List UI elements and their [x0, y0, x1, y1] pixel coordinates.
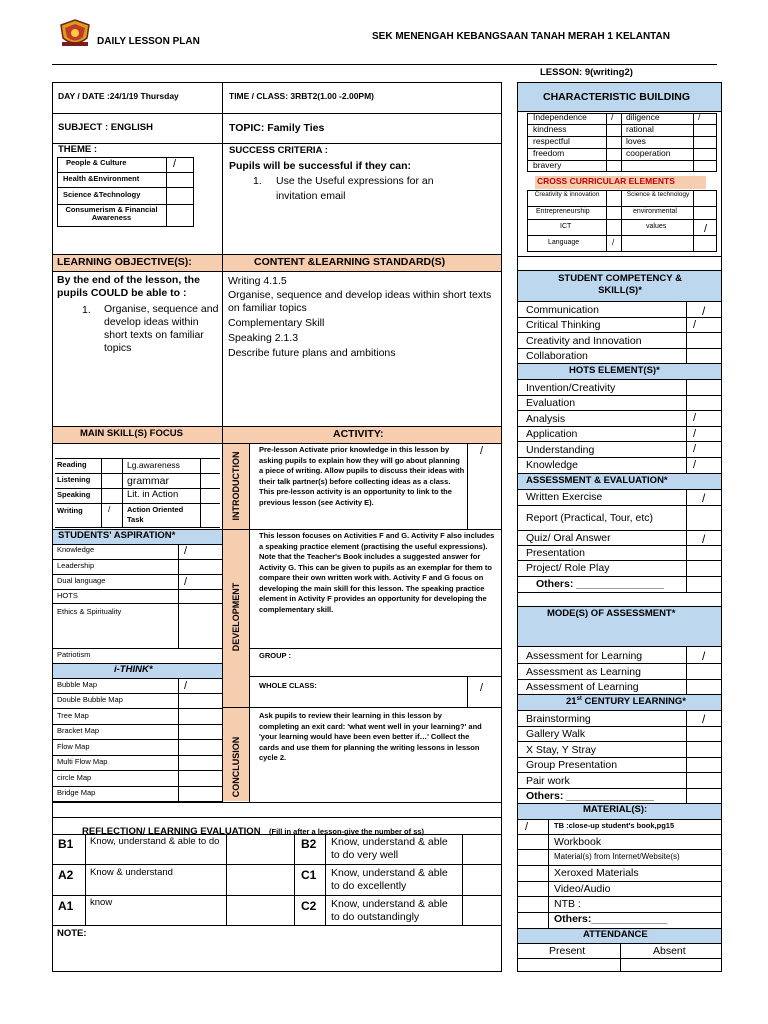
- competency-tick: /: [702, 304, 706, 318]
- century-item: Gallery Walk: [526, 728, 586, 740]
- cross-tick: /: [612, 238, 615, 247]
- reflection-desc: Know, understand & able to do: [90, 836, 220, 847]
- hots-tick: /: [693, 412, 697, 424]
- hots-tick: /: [693, 459, 697, 471]
- ithink-item: Multi Flow Map: [57, 757, 108, 766]
- assessment-item: Presentation: [526, 547, 585, 559]
- whole-class-tick: /: [480, 682, 484, 694]
- lesson-number: LESSON: 9(writing2): [540, 67, 633, 78]
- century-header-num: 21: [566, 696, 577, 708]
- theme-item: Consumerism & Financial Awareness: [65, 205, 158, 223]
- skill-label: Speaking: [57, 490, 91, 499]
- success-item: Use the Useful expressions for an invitation email: [276, 175, 434, 203]
- skill-focus: grammar: [127, 475, 170, 487]
- content-line: Writing 4.1.5: [228, 275, 287, 287]
- ithink-item: Bubble Map: [57, 680, 98, 689]
- skill-focus: Lg.awareness: [127, 460, 180, 470]
- char-item: respectful: [533, 136, 570, 146]
- introduction-tick: /: [480, 445, 484, 457]
- century-item: Group Presentation: [526, 759, 618, 771]
- skill-focus: Lit. in Action: [127, 489, 179, 500]
- skill-label: Writing: [57, 506, 83, 515]
- content-line: Speaking 2.1.3: [228, 332, 299, 344]
- aspiration-item: Patriotism: [57, 650, 91, 659]
- success-intro: Pupils will be successful if they can:: [229, 160, 412, 172]
- century-header-text: CENTURY LEARNING*: [581, 696, 686, 708]
- hots-item: Evaluation: [526, 397, 576, 409]
- modes-item: Assessment as Learning: [526, 666, 641, 678]
- objective-header: LEARNING OBJECTIVE(S):: [57, 256, 192, 268]
- ithink-item: Double Bubble Map: [57, 695, 123, 704]
- materials-item: Video/Audio: [554, 883, 611, 895]
- aspiration-item: Dual language: [57, 576, 106, 585]
- skill-tick: /: [108, 504, 111, 514]
- reflection-title: REFLECTION/ LEARNING EVALUATION: [82, 826, 261, 837]
- assessment-tick: /: [702, 532, 706, 546]
- theme-item: People & Culture: [66, 158, 127, 167]
- objective-num: 1.: [82, 304, 91, 316]
- activity-header: ACTIVITY:: [333, 428, 384, 440]
- skill-label: Reading: [57, 460, 87, 469]
- modes-item: Assessment of Learning: [526, 681, 639, 693]
- cross-tick: /: [704, 223, 708, 235]
- aspiration-item: Leadership: [57, 561, 95, 570]
- conclusion-label: CONCLUSION: [231, 736, 241, 798]
- conclusion-text: Ask pupils to review their learning in this lesson by completing an exit card: 'what went well in your learning?' and 'your learning would have been even better if…' Collect the cards and use them for planning the writing lessons in lesson cycle 2.: [259, 711, 482, 762]
- reflection-code: A1: [58, 899, 74, 913]
- development-text: This lesson focuses on Activities F and G. Activity F also includes a speaking practice element (practising the useful expressions). Note that the Teacher's Book includes a suggested answer for Activity G. This can be given to pupils as an exemplar for them to compare their own written work with. Activity F and G focus on developing the main skill for this lesson. The speaking practice element in Activity F provides an opportunity for developing the complementary skill.: [259, 531, 495, 614]
- assessment-item: Quiz/ Oral Answer: [526, 532, 611, 544]
- day-date: DAY / DATE :24/1/19 Thursday: [58, 91, 179, 101]
- aspiration-tick: /: [184, 576, 188, 588]
- reflection-desc: Know, understand & able to do very well: [331, 836, 448, 862]
- materials-item: NTB :: [554, 898, 581, 910]
- content-line: Describe future plans and ambitions: [228, 347, 396, 359]
- objective-item: Organise, sequence and develop ideas within short texts on familiar topics: [104, 303, 219, 355]
- school-logo: [58, 18, 92, 48]
- char-tick: /: [698, 112, 701, 122]
- century-item: Brainstorming: [526, 713, 591, 725]
- success-num: 1.: [253, 175, 262, 187]
- introduction-text: Pre-lesson Activate prior knowledge in this lesson by asking pupils to explain how they will go about planning a piece of writing. Allow pupils to discuss their ideas with their talk partner(s) before collecting ideas as a class. This pre-lesson activity is an opportunity to link to the previous lesson (see Activity E).: [259, 445, 465, 507]
- aspiration-header: STUDENTS' ASPIRATION*: [58, 530, 176, 541]
- attendance-present: Present: [549, 945, 586, 957]
- subject: SUBJECT : ENGLISH: [58, 122, 154, 133]
- materials-item: Workbook: [554, 836, 602, 848]
- char-item: cooperation: [626, 148, 671, 158]
- competency-header: STUDENT COMPETENCY & SKILL(S)*: [558, 273, 682, 296]
- cross-header: CROSS CURRICULAR ELEMENTS: [537, 176, 675, 186]
- aspiration-item: Knowledge: [57, 545, 95, 554]
- char-item: diligence: [626, 112, 660, 122]
- content-line: Complementary Skill: [228, 317, 325, 329]
- main-skill-header: MAIN SKILL(S) FOCUS: [80, 428, 183, 439]
- time-class: TIME / CLASS: 3RBT2(1.00 -2.00PM): [229, 91, 375, 101]
- materials-tick: /: [525, 821, 529, 833]
- century-item: X Stay, Y Stray: [526, 744, 597, 756]
- content-header: CONTENT &LEARNING STANDARD(S): [254, 256, 446, 268]
- materials-item: Others:_____________: [554, 913, 668, 925]
- hots-item: Analysis: [526, 413, 566, 425]
- attendance-absent: Absent: [653, 945, 686, 957]
- cross-item: Creativity & innovation: [534, 191, 600, 198]
- assessment-item: Project/ Role Play: [526, 562, 610, 574]
- ithink-tick: /: [184, 680, 188, 692]
- cross-item: Language: [548, 239, 580, 246]
- content-line: Organise, sequence and develop ideas within short texts on familiar topics: [228, 289, 492, 315]
- skill-label: Listening: [57, 475, 91, 484]
- success-label: SUCCESS CRITERIA :: [229, 145, 328, 156]
- ithink-item: circle Map: [57, 773, 92, 782]
- modes-tick: /: [702, 649, 706, 663]
- reflection-desc: Know, understand & able to do outstandingly: [331, 898, 448, 924]
- materials-item: TB :close-up student's book,pg15: [554, 821, 675, 830]
- cross-item: values: [646, 223, 667, 230]
- char-tick: /: [611, 112, 614, 122]
- introduction-label: INTRODUCTION: [231, 451, 241, 521]
- topic: TOPIC: Family Ties: [229, 122, 325, 134]
- century-item: Others: _______________: [526, 790, 654, 802]
- hots-header: HOTS ELEMENT(S)*: [569, 365, 660, 376]
- assessment-item: Others: _______________: [536, 578, 664, 590]
- competency-tick: /: [693, 319, 697, 331]
- hots-item: Knowledge: [526, 459, 578, 471]
- reflection-code: C1: [301, 868, 317, 882]
- ithink-item: Tree Map: [57, 711, 89, 720]
- whole-class-label: WHOLE CLASS:: [259, 681, 317, 690]
- materials-item: Material(s) from Internet/Website(s): [554, 852, 680, 861]
- reflection-desc: Know & understand: [90, 867, 173, 878]
- competency-item: Communication: [526, 304, 599, 316]
- cross-item: ICT: [560, 223, 572, 230]
- theme-item: Health &Environment: [63, 174, 140, 183]
- reflection-code: B2: [301, 837, 317, 851]
- ithink-header: i-THINK*: [114, 664, 153, 675]
- materials-header: MATERIAL(S):: [583, 804, 648, 815]
- development-label: DEVELOPMENT: [231, 582, 241, 652]
- assessment-item: Written Exercise: [526, 491, 603, 503]
- hots-tick: /: [693, 443, 697, 455]
- assessment-item: Report (Practical, Tour, etc): [526, 512, 654, 524]
- skill-focus: Action Oriented Task: [127, 505, 184, 525]
- hots-item: Understanding: [526, 444, 595, 456]
- aspiration-tick: /: [184, 545, 188, 557]
- century-header: [566, 696, 686, 707]
- materials-item: Xeroxed Materials: [554, 867, 639, 879]
- ithink-item: Flow Map: [57, 742, 90, 751]
- theme-tick: /: [173, 158, 177, 170]
- aspiration-item: Ethics & Spirituality: [57, 607, 122, 616]
- aspiration-item: HOTS: [57, 591, 78, 600]
- ithink-item: Bridge Map: [57, 788, 96, 797]
- char-item: loves: [626, 136, 646, 146]
- reflection-desc: Know, understand & able to do excellently: [331, 867, 448, 893]
- assessment-tick: /: [702, 491, 706, 505]
- cross-item: Entrepreneurship: [536, 208, 590, 215]
- century-tick: /: [702, 712, 706, 726]
- century-item: Pair work: [526, 775, 570, 787]
- group-label: GROUP :: [259, 651, 291, 660]
- assessment-header: ASSESSMENT & EVALUATION*: [526, 475, 668, 486]
- hots-item: Invention/Creativity: [526, 382, 616, 394]
- note-label: NOTE:: [57, 928, 87, 939]
- reflection-note: (Fill in after a lesson-give the number of ss): [269, 827, 425, 836]
- char-item: Independence: [533, 112, 587, 122]
- reflection-code: A2: [58, 868, 74, 882]
- char-item: freedom: [533, 148, 565, 158]
- reflection-code: C2: [301, 899, 317, 913]
- competency-item: Critical Thinking: [526, 319, 601, 331]
- hots-tick: /: [693, 428, 697, 440]
- attendance-header: ATTENDANCE: [583, 929, 648, 940]
- theme-item: Science &Technology: [63, 190, 141, 199]
- competency-item: Creativity and Innovation: [526, 335, 642, 347]
- school-name: SEK MENENGAH KEBANGSAAN TANAH MERAH 1 KELANTAN: [372, 31, 670, 42]
- ithink-item: Bracket Map: [57, 726, 100, 735]
- characteristic-header: CHARACTERISTIC BUILDING: [543, 91, 690, 103]
- reflection-code: B1: [58, 837, 74, 851]
- theme-label: THEME :: [58, 144, 98, 155]
- char-item: bravery: [533, 160, 562, 170]
- char-item: rational: [626, 124, 654, 134]
- competency-item: Collaboration: [526, 350, 588, 362]
- hots-item: Application: [526, 428, 578, 440]
- modes-header: MODE(S) OF ASSESSMENT*: [547, 608, 676, 619]
- modes-item: Assessment for Learning: [526, 650, 643, 662]
- cross-item: Science & technology: [626, 191, 690, 198]
- century-header-sup: st: [576, 696, 582, 702]
- objective-intro: By the end of the lesson, the pupils COULD be able to :: [57, 274, 200, 300]
- cross-item: environmental: [633, 208, 677, 215]
- char-item: kindness: [533, 124, 567, 134]
- doc-title: DAILY LESSON PLAN: [97, 36, 200, 47]
- reflection-desc: know: [90, 897, 113, 908]
